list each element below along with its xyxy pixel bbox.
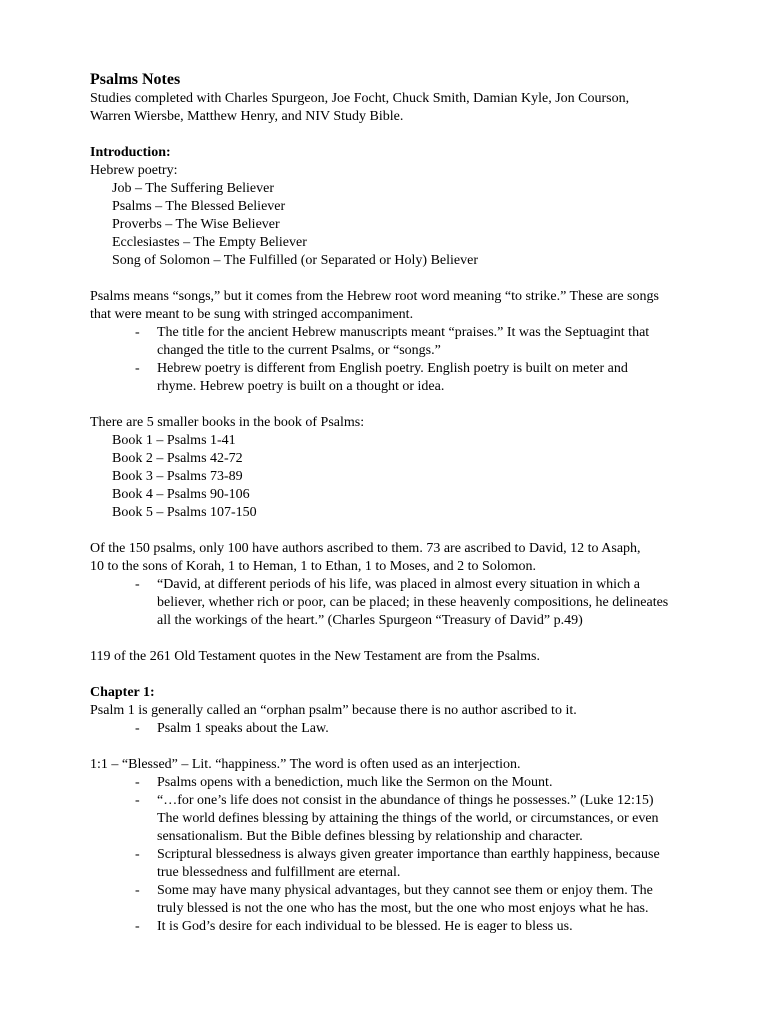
bullet-line: Psalm 1 speaks about the Law.	[157, 721, 329, 736]
book-item: Book 3 – Psalms 73-89	[112, 469, 243, 484]
bullet-dash: -	[135, 361, 140, 376]
bullet-item	[90, 882, 720, 918]
poetry-item: Ecclesiastes – The Empty Believer	[112, 235, 307, 250]
songs-line: that were meant to be sung with stringed accompaniment.	[90, 307, 414, 322]
bullet-dash: -	[135, 847, 140, 862]
book-item: Book 2 – Psalms 42-72	[112, 451, 243, 466]
authors-line: Of the 150 psalms, only 100 have authors ascribed to them. 73 are ascribed to David, 12 to Asaph,	[90, 541, 641, 556]
poetry-label: Hebrew poetry:	[90, 163, 178, 178]
verse-line: 1:1 – “Blessed” – Lit. “happiness.” The word is often used as an interjection.	[90, 757, 521, 772]
bullet-dash: -	[135, 883, 140, 898]
bullet-line: rhyme. Hebrew poetry is built on a thought or idea.	[157, 379, 445, 394]
poetry-item: Psalms – The Blessed Believer	[112, 199, 286, 214]
bullet-line: Hebrew poetry is different from English poetry. English poetry is built on meter and	[157, 361, 628, 376]
bullet-dash: -	[135, 325, 140, 340]
introduction-heading: Introduction:	[90, 145, 171, 160]
chapter-1-heading: Chapter 1:	[90, 685, 155, 700]
bullet-line: The title for the ancient Hebrew manuscripts meant “praises.” It was the Septuagint that	[157, 325, 650, 340]
bullet-dash: -	[135, 775, 140, 790]
books-label: There are 5 smaller books in the book of Psalms:	[90, 415, 365, 430]
intro-line: Studies completed with Charles Spurgeon, Joe Focht, Chuck Smith, Damian Kyle, Jon Courson,	[90, 91, 630, 106]
bullet-dash: -	[135, 721, 140, 736]
bullet-line: all the workings of the heart.” (Charles Spurgeon “Treasury of David” p.49)	[157, 613, 583, 628]
bullet-line: Psalms opens with a benediction, much like the Sermon on the Mount.	[157, 775, 553, 790]
bullet-line: believer, whether rich or poor, can be placed; in these heavenly compositions, he delineates	[157, 595, 669, 610]
bullet-item	[90, 792, 720, 846]
document-title: Psalms Notes	[90, 71, 181, 88]
book-item: Book 1 – Psalms 1-41	[112, 433, 236, 448]
bullet-line: “…for one’s life does not consist in the abundance of things he possesses.” (Luke 12:15)	[157, 793, 654, 808]
intro-line: Warren Wiersbe, Matthew Henry, and NIV Study Bible.	[90, 109, 404, 124]
quotes-line: 119 of the 261 Old Testament quotes in the New Testament are from the Psalms.	[90, 649, 540, 664]
bullet-item	[90, 720, 720, 738]
bullet-line: It is God’s desire for each individual to be blessed. He is eager to bless us.	[157, 919, 573, 934]
bullet-line: Some may have many physical advantages, but they cannot see them or enjoy them. The	[157, 883, 653, 898]
bullet-line: true blessedness and fulfillment are eternal.	[157, 865, 401, 880]
bullet-line: Scriptural blessedness is always given greater importance than earthly happiness, because	[157, 847, 660, 862]
bullet-line: truly blessed is not the one who has the most, but the one who most enjoys what he has.	[157, 901, 649, 916]
poetry-item: Song of Solomon – The Fulfilled (or Separated or Holy) Believer	[112, 253, 479, 268]
poetry-item: Job – The Suffering Believer	[112, 181, 275, 196]
bullet-line: sensationalism. But the Bible defines blessing by relationship and character.	[157, 829, 583, 844]
document-page	[90, 70, 720, 936]
bullet-line: The world defines blessing by attaining the things of the world, or circumstances, or even	[157, 811, 659, 826]
bullet-item	[90, 576, 720, 630]
bullet-line: “David, at different periods of his life, was placed in almost every situation in which a	[157, 577, 640, 592]
book-item: Book 5 – Psalms 107-150	[112, 505, 257, 520]
poetry-item: Proverbs – The Wise Believer	[112, 217, 280, 232]
book-item: Book 4 – Psalms 90-106	[112, 487, 250, 502]
bullet-line: changed the title to the current Psalms, or “songs.”	[157, 343, 441, 358]
bullet-dash: -	[135, 577, 140, 592]
bullet-item	[90, 846, 720, 882]
bullet-dash: -	[135, 919, 140, 934]
bullet-item	[90, 324, 720, 360]
bullet-item	[90, 918, 720, 936]
bullet-item	[90, 774, 720, 792]
songs-line: Psalms means “songs,” but it comes from the Hebrew root word meaning “to strike.” These are songs	[90, 289, 659, 304]
orphan-line: Psalm 1 is generally called an “orphan psalm” because there is no author ascribed to it.	[90, 703, 577, 718]
authors-line: 10 to the sons of Korah, 1 to Heman, 1 to Ethan, 1 to Moses, and 2 to Solomon.	[90, 559, 537, 574]
bullet-dash: -	[135, 793, 140, 808]
bullet-item	[90, 360, 720, 396]
